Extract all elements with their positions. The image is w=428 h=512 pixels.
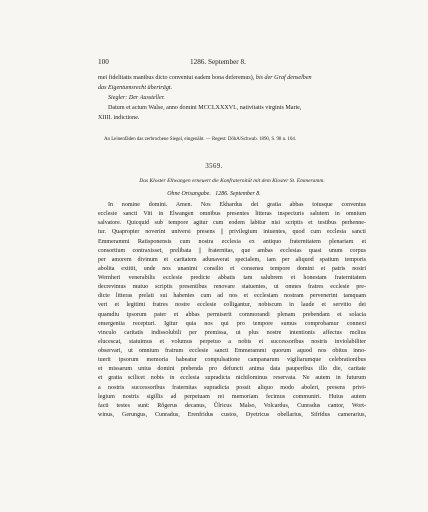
text-line: et missarum unius domini prebenda pro defuncti anima data pauperibus illo die, caritate [98,366,366,373]
text-line: In nomine domini. Amen. Nos Ekhardus dei gratia abbas totusque conventus [108,202,366,208]
text-line: emergentia recepturi. Igitur quia nos qui pro tempore sumus comprobamur connexi [98,320,366,327]
text-line: elucescat, statuimus et volumus perpetuo a nobis et successoribus nostris inviolabiliter [98,338,366,345]
text-line: Emmerammi Ratisponensis cum nostra ecclesia ex antiquo fraternitatem plenariam et [98,238,366,245]
prev-doc-roman-text: mei fidelitatis manibus dicto conventui eadem bona deferemus), [98,75,255,81]
text-line: salvatore. Quicquid sub tempore agitur cum eodem labitur nisi scriptis et testibus perhenne- [98,220,366,227]
page-number: 100 [98,58,109,66]
text-line: ecclesie sancti Viti in Elwangen omnibus presentes litteras inspecturis salutem in omnium [98,211,366,218]
date-label: 1286. September 8. [215,191,261,197]
place-label: Ohne Ortsangabe. [167,191,211,197]
text-line: et gratia scilicet nobis in ecclesia supradicta nichilominus reservata. Ne autem in futurum [98,375,366,382]
text-line: tuerit ipsorum memoria habeatur compulsatione campanarum vigiliarumque celebrationibus [98,357,366,364]
charter-text [98,201,366,420]
text-line: per amorem divinum et caritatem adunaverat specialem, iam per aliquod spatium temporis [98,256,366,263]
text-line: dicte litteras prelati sui habentes cum ad nos et ecclesiam nostram pervenerint tamquam [98,293,366,300]
text-line: tur. Quapropter noverint universi presens || privilegium intuentes, quod cum ecclesia sancti [98,229,366,236]
text-line: decrevimus mutuo scriptis presentibus renovare statuentes, ut omnes fratres ecclesie pre- [98,284,366,291]
text-line: observari, ut omnium fratrum ecclesie sancti Emmerammi quorum aquod nos obitus inno- [98,348,366,354]
dating-line-2: XIIII. indictione. [98,114,140,121]
sealer-line: Siegler: Der Aussteller. [108,94,165,101]
prev-doc-line-2: das Eigentumsrecht überträgt. [98,84,173,91]
archival-note: An Leinenfäden das zerbrochene Siegel, eingenäht. — Regest: DöhA/Schwab. 1890, S. 98 n. 104. [104,136,297,142]
document-dateline [0,191,428,197]
text-line: legium nostris sigillis ad perpetuam rei memoriam fecimus communiri. Huius autem [98,393,366,400]
text-line: quamdiu ipsorum pater et abbas permiserit commorandi plenam prebendam et solacia [98,311,366,318]
page-header [98,58,366,68]
text-line: Wernheri venerabilis ecclesie predicte abbatis tam salubrem et honestam fraternitatem [98,275,366,281]
running-title: 1286. September 8. [190,58,246,66]
text-line: winus, Gerungus, Cunradus, Erenfridus custos, Dyetricus obellarius, Sifridus camerarius, [98,411,366,418]
dating-line-1: Datum et actum Walse, anno domini MCCLXXXVI., nativitatis virginis Marie, [108,105,302,111]
text-line: a nostris successoribus fraternitas supradicta possit aliquo modo aboleri, presens privi- [98,384,366,391]
text-line: veri et legitimi fratres nostre ecclesie colligantur, nobiscum in laude et servitio dei [98,302,366,309]
text-line: vinculo caritatis indissolubili per premissa, ut plus nostre intentionis affectus mclius [98,329,366,336]
text-line: consortium contraxisset, prelibata || fraternitas, que ambas ecclesias quasi unum corpus [98,247,366,254]
prev-doc-line-1 [98,74,366,83]
document-number: 3569. [205,163,223,170]
text-line: facti testes sunt: Rŏgerus decanus, Ŭlricus Malso, Volcardus, Cunradus cantor, Wort- [98,402,366,409]
prev-doc-italic-text: bis der Graf denselben [255,75,312,81]
text-line: abolita extitit, unde nos unanimi consilio et consensu tempore domini et patris nostri [98,265,366,272]
document-summary: Das Kloster Ellwangen erneuert die Konfraternität mit dem Kloster St. Emmeramm. [139,178,325,184]
